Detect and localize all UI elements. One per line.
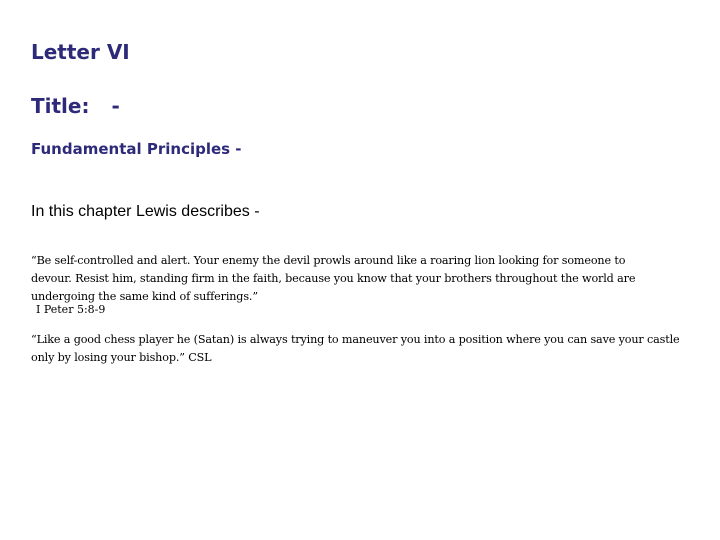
scripture-line: devour. Resist him, standing firm in the faith, because you know that your brothers throughout the world are xyxy=(31,272,636,285)
csl-quote-line: “Like a good chess player he (Satan) is always trying to maneuver you into a position where you can save your castle xyxy=(31,333,680,346)
intro-text: In this chapter Lewis describes - xyxy=(31,203,260,220)
csl-quote xyxy=(31,331,680,367)
subheading: Fundamental Principles - xyxy=(31,140,242,158)
scripture-line: “Be self-controlled and alert. Your enemy the devil prowls around like a roaring lion looking for someone to xyxy=(31,254,626,267)
title-label: Title: xyxy=(31,94,90,118)
scripture-quote xyxy=(31,252,635,306)
title-line xyxy=(31,94,120,118)
scripture-line: undergoing the same kind of sufferings.” xyxy=(31,290,258,303)
scripture-citation: I Peter 5:8-9 xyxy=(36,303,106,316)
letter-title: Letter VI xyxy=(31,40,130,64)
csl-quote-line: only by losing your bishop.” CSL xyxy=(31,351,212,364)
title-value: - xyxy=(111,94,120,118)
